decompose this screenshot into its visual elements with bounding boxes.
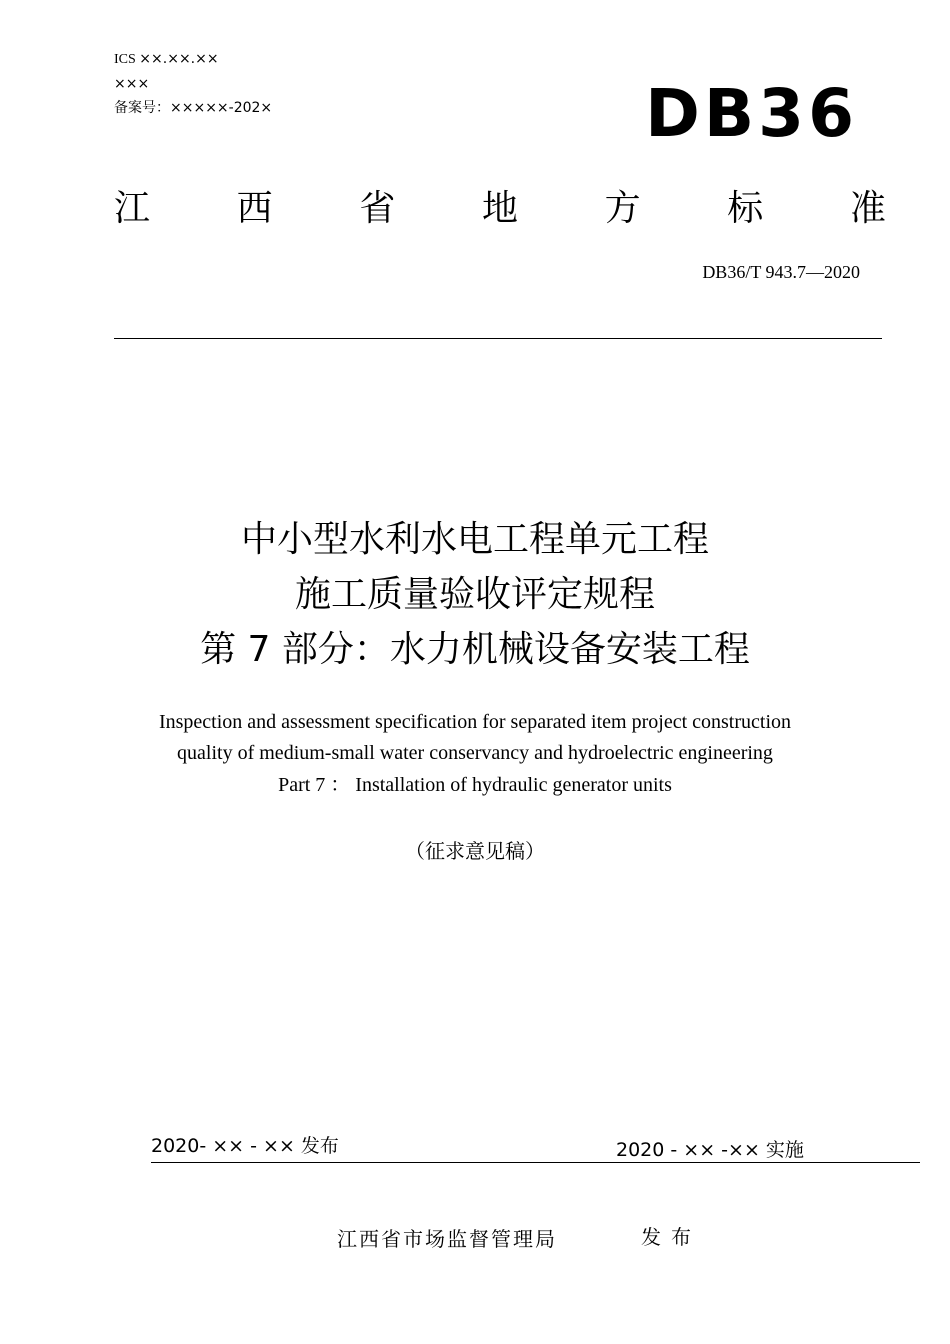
implement-date: 2020 - ×× -×× 实施 bbox=[616, 1139, 804, 1161]
standard-type-title bbox=[114, 186, 886, 232]
record-value: ×××××-202× bbox=[170, 100, 273, 116]
standard-type-char: 准 bbox=[849, 188, 886, 229]
draft-note: （征求意见稿） bbox=[405, 839, 545, 863]
footer-divider bbox=[151, 1162, 920, 1163]
standard-type-char: 西 bbox=[236, 188, 273, 229]
issue-word: 发布 bbox=[641, 1225, 701, 1249]
standard-type-char: 方 bbox=[604, 188, 641, 229]
classification-code bbox=[114, 74, 149, 94]
title-cn-line1: 中小型水利水电工程单元工程 bbox=[240, 519, 709, 560]
title-en-line1: Inspection and assessment specification for separated item project construction bbox=[158, 711, 791, 733]
standard-type-char: 标 bbox=[727, 188, 764, 229]
issuer: 江西省市场监督管理局 bbox=[337, 1227, 557, 1251]
standard-type-char: 地 bbox=[481, 188, 518, 229]
title-cn-line2: 施工质量验收评定规程 bbox=[294, 574, 655, 615]
standard-logo: DB36 bbox=[645, 75, 858, 152]
standard-code: DB36/T 943.7—2020 bbox=[702, 262, 860, 282]
standard-type-char: 江 bbox=[114, 188, 151, 229]
publish-date: 2020- ×× - ×× 发布 bbox=[151, 1135, 339, 1157]
title-en-line3: Part 7 ： Installation of hydraulic generator units bbox=[278, 774, 672, 796]
ics-value: ××.××.×× bbox=[139, 51, 219, 67]
classification-value: ××× bbox=[114, 76, 150, 92]
ics-label: ICS bbox=[114, 52, 136, 67]
record-label: 备案号： bbox=[114, 100, 170, 116]
header-divider bbox=[114, 338, 882, 339]
record-number bbox=[114, 98, 272, 118]
ics-code bbox=[114, 49, 219, 70]
title-cn-line3: 第 7 部分：水力机械设备安装工程 bbox=[200, 629, 750, 670]
title-en-line2: quality of medium-small water conservancy and hydroelectric engineering bbox=[177, 742, 773, 764]
standard-type-char: 省 bbox=[359, 188, 396, 229]
